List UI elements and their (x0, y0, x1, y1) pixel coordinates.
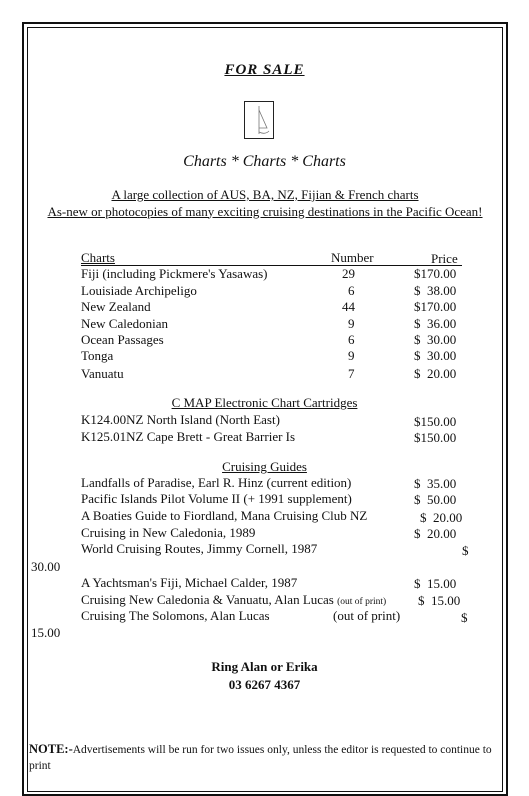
guide-row-name: A Boaties Guide to Fiordland, Mana Cruising Club NZ (81, 508, 368, 523)
guide-row-note: (out of print) (333, 608, 401, 623)
cmap-row-name: K124.00NZ North Island (North East) (81, 412, 280, 427)
guide-row-name: Cruising New Caledonia & Vanuatu, Alan Lucas (81, 592, 334, 607)
table-row-number: 44 (342, 299, 355, 314)
guides-heading: Cruising Guides (222, 459, 307, 474)
intro-text (40, 187, 490, 220)
table-row-name: Louisiade Archipeligo (81, 283, 197, 298)
guide-row (81, 592, 386, 608)
guide-row-price: $ 15.00 (414, 576, 457, 591)
table-row-number: 6 (348, 332, 355, 347)
table-row-name: New Zealand (81, 299, 151, 314)
table-row-name: Vanuatu (81, 366, 124, 381)
contact-name: Ring Alan or Erika (211, 659, 318, 674)
charts-header-price: Price (431, 251, 458, 266)
table-row-price: $ 20.00 (414, 366, 457, 381)
table-row-price: $170.00 (414, 299, 457, 314)
guide-row-price: $ 35.00 (414, 476, 457, 491)
guide-row-note: (out of print) (337, 597, 387, 607)
table-row-number: 9 (348, 348, 355, 363)
guide-row-price: $ 20.00 (420, 510, 463, 525)
charts-header-number: Number (331, 250, 374, 265)
guide-row-name: Cruising The Solomons, Alan Lucas (81, 608, 270, 623)
guide-row-price: $ 15.00 (418, 593, 461, 608)
table-row-number: 9 (348, 316, 355, 331)
logo-image (244, 101, 274, 139)
cmap-row-price: $150.00 (414, 414, 457, 429)
cmap-row-price: $150.00 (414, 430, 457, 445)
guide-row-price: $ (461, 610, 468, 625)
table-row-number: 6 (348, 283, 355, 298)
table-row-number: 29 (342, 266, 355, 281)
guide-row-price-wrap: 30.00 (31, 559, 61, 574)
table-row-price: $ 38.00 (414, 283, 457, 298)
guide-row-name: A Yachtsman's Fiji, Michael Calder, 1987 (81, 575, 298, 590)
guide-row-price: $ 50.00 (414, 492, 457, 507)
contact-phone: 03 6267 4367 (228, 677, 301, 692)
table-row-price: $ 30.00 (414, 348, 457, 363)
guide-row-name: Cruising in New Caledonia, 1989 (81, 525, 256, 540)
guide-row-name: World Cruising Routes, Jimmy Cornell, 1987 (81, 541, 318, 556)
intro-line-2: As-new or photocopies of many exciting cruising destinations in the Pacific Ocean! (47, 203, 483, 219)
page-title: FOR SALE (224, 62, 305, 78)
table-row-name: Ocean Passages (81, 332, 164, 347)
table-row-name: New Caledonian (81, 316, 169, 331)
guide-row-price: $ (462, 543, 469, 558)
intro-line-1: A large collection of AUS, BA, NZ, Fijian & French charts (111, 187, 419, 202)
footer-note (29, 741, 499, 774)
guide-row-name: Landfalls of Paradise, Earl R. Hinz (current edition) (81, 475, 352, 490)
table-row-name: Tonga (81, 348, 114, 363)
table-row-price: $ 36.00 (414, 316, 457, 331)
cmap-heading: C MAP Electronic Chart Cartridges (171, 395, 358, 410)
subtitle: Charts * Charts * Charts (183, 153, 346, 170)
cmap-row-name: K125.01NZ Cape Brett - Great Barrier Is (81, 429, 296, 444)
note-label: NOTE:- (29, 742, 73, 756)
table-row-price: $170.00 (414, 266, 457, 281)
charts-header-name: Charts (81, 250, 115, 265)
table-row-price: $ 30.00 (414, 332, 457, 347)
guide-row-price: $ 20.00 (414, 526, 457, 541)
table-row-number: 7 (348, 366, 355, 381)
guide-row-price-wrap: 15.00 (31, 625, 61, 640)
table-row-name: Fiji (including Pickmere's Yasawas) (81, 266, 268, 281)
note-text: Advertisements will be run for two issues only, unless the editor is requested to continue to print (29, 744, 492, 772)
guide-row-name: Pacific Islands Pilot Volume II (+ 1991 supplement) (81, 491, 352, 506)
